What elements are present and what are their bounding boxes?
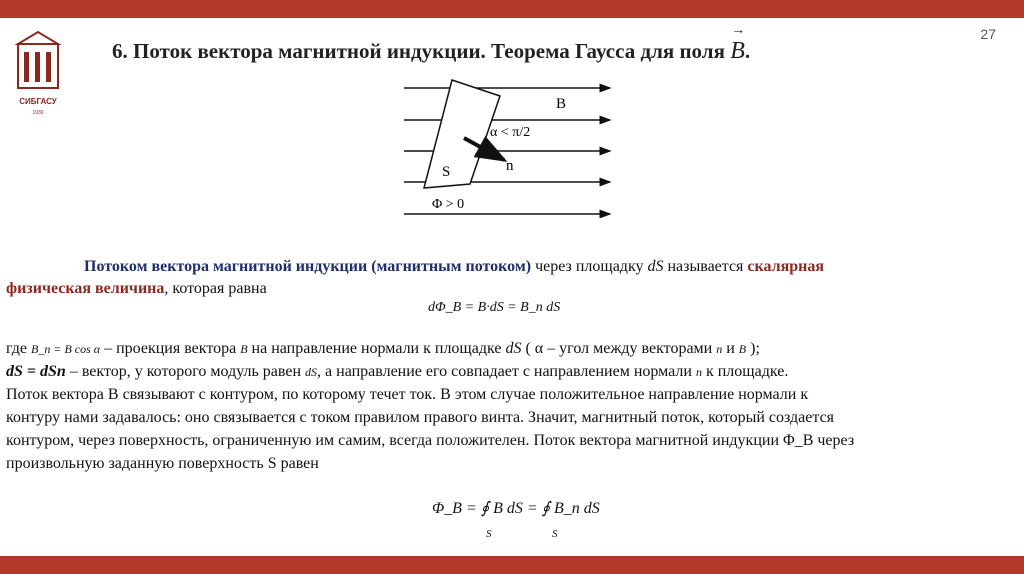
area-surface: [424, 80, 500, 188]
s-label: S: [442, 164, 451, 180]
b-label: B: [556, 96, 567, 112]
logo-text: СИБГАСУ: [19, 97, 57, 106]
slide-title: 6. Поток вектора магнитной индукции. Теорема Гаусса для поля → B.: [112, 38, 750, 65]
body-line-1: где B_n = B cos α – проекция вектора B на направление нормали к площадке dS ( α – угол между векторами n и B );: [6, 340, 760, 357]
definition-line-1: Потоком вектора магнитной индукции (магнитным потоком) через площадку dS называется скалярная: [84, 258, 825, 275]
flux-differential-formula: dΦ_B = B·dS = B_n dS: [428, 300, 561, 315]
top-bar: [0, 0, 1024, 18]
integral-subscript-2: S: [552, 528, 558, 540]
body-line-4: контуру нами задавалось: оно связывается с током правилом правого винта. Значит, магнитный поток, который создается: [6, 409, 835, 426]
definition-line-2: физическая величина, которая равна: [6, 280, 267, 297]
angle-label: α < π/2: [490, 125, 531, 140]
flux-label: Φ > 0: [432, 197, 465, 212]
flux-diagram: [398, 78, 620, 218]
body-line-5: контуром, через поверхность, ограниченную им самим, всегда положителен. Поток вектора магнитной индукции Φ_B через: [6, 432, 855, 449]
university-logo: [14, 30, 62, 120]
integral-subscript-1: S: [486, 528, 492, 540]
n-label: n: [506, 158, 514, 174]
body-line-3: Поток вектора B связывают с контуром, по которому течет ток. В этом случае положительное направление нормали к: [6, 386, 809, 403]
body-line-2: dS = dSn – вектор, у которого модуль равен dS, а направление его совпадает с направлением нормали n к площадке.: [6, 363, 789, 380]
bottom-bar: [0, 556, 1024, 574]
title-vector-b: → B: [730, 38, 745, 64]
body-line-6: произвольную заданную поверхность S равен: [6, 455, 319, 472]
gauss-flux-formula: Φ_B = ∮ B dS = ∮ B_n dS: [432, 500, 600, 517]
logo-subtext: 1930: [32, 110, 44, 116]
page-number: 27: [980, 26, 996, 42]
